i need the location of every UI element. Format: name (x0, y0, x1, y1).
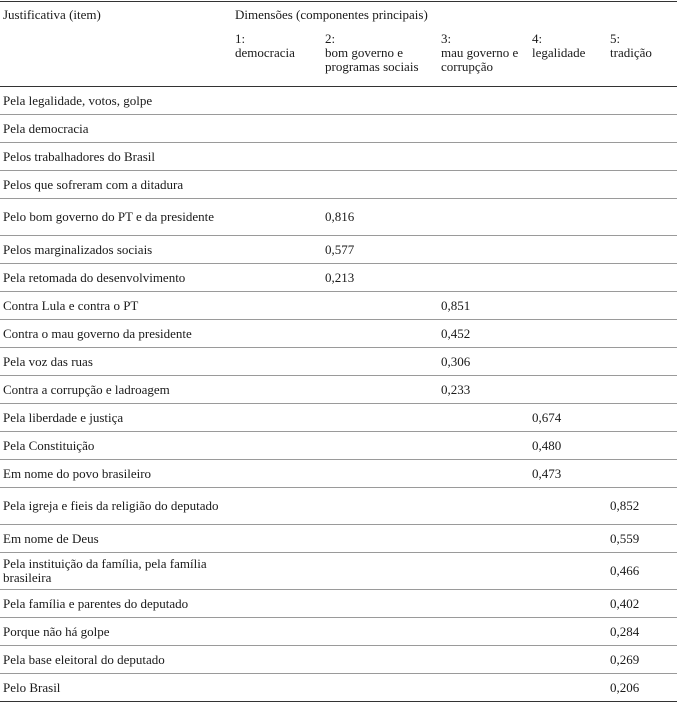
loading-value-col-2: 0,816 (322, 199, 438, 236)
loading-value-col-4 (529, 590, 607, 618)
loading-value-col-3 (438, 674, 529, 702)
loading-value-col-3 (438, 590, 529, 618)
table-row (0, 143, 677, 171)
loading-value-col-5: 0,466 (607, 553, 677, 590)
table-row (0, 171, 677, 199)
loading-value-col-1 (232, 348, 322, 376)
row-item-label: Em nome do povo brasileiro (0, 460, 232, 488)
header-col-3-label: mau governo e corrupção (441, 45, 519, 74)
loading-value-col-1 (232, 488, 322, 525)
header-col-5-num: 5: (610, 31, 621, 46)
loading-value-col-1 (232, 590, 322, 618)
loading-value-col-2 (322, 553, 438, 590)
loading-value-col-2: 0,213 (322, 264, 438, 292)
loading-value-col-5: 0,402 (607, 590, 677, 618)
loading-value-col-2 (322, 488, 438, 525)
loading-value-col-3 (438, 432, 529, 460)
loading-value-col-4 (529, 115, 607, 143)
loading-value-col-1 (232, 460, 322, 488)
loading-value-col-1 (232, 376, 322, 404)
loading-value-col-3 (438, 646, 529, 674)
loading-value-col-5 (607, 348, 677, 376)
row-item-label: Pela voz das ruas (0, 348, 232, 376)
loading-value-col-4 (529, 87, 607, 115)
loading-value-col-1 (232, 525, 322, 553)
row-item-label: Pela democracia (0, 115, 232, 143)
table-row (0, 264, 677, 292)
header-justificativa: Justificativa (item) (0, 2, 232, 31)
loading-value-col-3 (438, 264, 529, 292)
table-row (0, 525, 677, 553)
loading-value-col-1 (232, 264, 322, 292)
header-col-1-label: democracia (235, 45, 295, 60)
row-item-label: Em nome de Deus (0, 525, 232, 553)
row-item-label: Pela retomada do desenvolvimento (0, 264, 232, 292)
loading-value-col-2 (322, 590, 438, 618)
loading-value-col-5 (607, 199, 677, 236)
loading-value-col-5 (607, 292, 677, 320)
table-row (0, 674, 677, 702)
loading-value-col-4 (529, 488, 607, 525)
loading-value-col-2: 0,577 (322, 236, 438, 264)
header-col-4-num: 4: (532, 31, 543, 46)
table-row (0, 115, 677, 143)
table-row (0, 348, 677, 376)
table-row (0, 404, 677, 432)
loading-value-col-5 (607, 376, 677, 404)
table-row (0, 460, 677, 488)
loading-value-col-3 (438, 199, 529, 236)
loading-value-col-4: 0,480 (529, 432, 607, 460)
loading-value-col-3 (438, 525, 529, 553)
table-row (0, 199, 677, 236)
header-col-1 (232, 30, 322, 87)
table-header (0, 2, 677, 87)
loading-value-col-2 (322, 348, 438, 376)
loading-value-col-3: 0,452 (438, 320, 529, 348)
loading-value-col-1 (232, 674, 322, 702)
loading-value-col-4 (529, 553, 607, 590)
row-item-label: Contra Lula e contra o PT (0, 292, 232, 320)
header-col-1-num: 1: (235, 31, 246, 46)
loading-value-col-2 (322, 87, 438, 115)
loading-value-col-3 (438, 460, 529, 488)
loading-value-col-5 (607, 264, 677, 292)
row-item-label: Pelos trabalhadores do Brasil (0, 143, 232, 171)
loading-value-col-5: 0,206 (607, 674, 677, 702)
loading-value-col-3 (438, 143, 529, 171)
header-col-3-num: 3: (441, 31, 452, 46)
table-row (0, 553, 677, 590)
loading-value-col-4 (529, 143, 607, 171)
row-item-label: Pela instituição da família, pela família brasileira (0, 553, 232, 590)
loading-value-col-5 (607, 460, 677, 488)
loading-value-col-4: 0,674 (529, 404, 607, 432)
loading-value-col-3 (438, 115, 529, 143)
loading-value-col-5: 0,852 (607, 488, 677, 525)
table-row (0, 87, 677, 115)
loading-value-col-4 (529, 376, 607, 404)
loading-value-col-3 (438, 236, 529, 264)
loading-value-col-3: 0,233 (438, 376, 529, 404)
loading-value-col-5: 0,559 (607, 525, 677, 553)
row-item-label: Pela igreja e fieis da religião do deputado (0, 488, 232, 525)
header-col-2-num: 2: (325, 31, 336, 46)
table-row (0, 292, 677, 320)
loading-value-col-4 (529, 292, 607, 320)
loading-value-col-5 (607, 171, 677, 199)
loading-value-col-2 (322, 460, 438, 488)
row-item-label: Pela família e parentes do deputado (0, 590, 232, 618)
loading-value-col-1 (232, 143, 322, 171)
loading-value-col-5 (607, 115, 677, 143)
header-dimensoes: Dimensões (componentes principais) (232, 2, 677, 31)
loading-value-col-5 (607, 143, 677, 171)
loading-value-col-1 (232, 87, 322, 115)
header-blank (0, 30, 232, 87)
loading-value-col-4: 0,473 (529, 460, 607, 488)
table-body (0, 87, 677, 702)
row-item-label: Contra o mau governo da presidente (0, 320, 232, 348)
loading-value-col-2 (322, 115, 438, 143)
table-row (0, 376, 677, 404)
loading-value-col-2 (322, 376, 438, 404)
header-col-5 (607, 30, 677, 87)
loading-value-col-2 (322, 525, 438, 553)
loading-value-col-5 (607, 320, 677, 348)
loading-value-col-1 (232, 115, 322, 143)
loading-value-col-1 (232, 320, 322, 348)
loading-value-col-3 (438, 87, 529, 115)
loading-value-col-3 (438, 553, 529, 590)
loading-value-col-1 (232, 553, 322, 590)
loading-value-col-3 (438, 618, 529, 646)
loading-value-col-5: 0,284 (607, 618, 677, 646)
table-row (0, 432, 677, 460)
loading-value-col-4 (529, 618, 607, 646)
row-item-label: Pelo bom governo do PT e da presidente (0, 199, 232, 236)
loading-value-col-3 (438, 404, 529, 432)
loading-value-col-3 (438, 488, 529, 525)
row-item-label: Pela liberdade e justiça (0, 404, 232, 432)
row-item-label: Porque não há golpe (0, 618, 232, 646)
loading-value-col-5 (607, 404, 677, 432)
loading-value-col-4 (529, 525, 607, 553)
loading-value-col-3 (438, 171, 529, 199)
header-col-5-label: tradição (610, 45, 652, 60)
table-row (0, 618, 677, 646)
loading-value-col-1 (232, 236, 322, 264)
loading-value-col-1 (232, 171, 322, 199)
loading-value-col-5 (607, 432, 677, 460)
table-row (0, 236, 677, 264)
loading-value-col-4 (529, 646, 607, 674)
loading-value-col-5 (607, 236, 677, 264)
table-row (0, 488, 677, 525)
row-item-label: Pela legalidade, votos, golpe (0, 87, 232, 115)
loading-value-col-1 (232, 404, 322, 432)
loading-value-col-1 (232, 646, 322, 674)
loading-value-col-2 (322, 618, 438, 646)
loading-value-col-2 (322, 292, 438, 320)
loading-value-col-2 (322, 320, 438, 348)
header-col-2 (322, 30, 438, 87)
row-item-label: Pelos que sofreram com a ditadura (0, 171, 232, 199)
loading-value-col-1 (232, 292, 322, 320)
factor-loadings-table (0, 1, 677, 702)
loading-value-col-2 (322, 646, 438, 674)
loading-value-col-3: 0,851 (438, 292, 529, 320)
loading-value-col-4 (529, 236, 607, 264)
loading-value-col-5: 0,269 (607, 646, 677, 674)
loading-value-col-3: 0,306 (438, 348, 529, 376)
loading-value-col-4 (529, 264, 607, 292)
loading-value-col-1 (232, 432, 322, 460)
loading-value-col-4 (529, 320, 607, 348)
loading-value-col-1 (232, 199, 322, 236)
loading-value-col-4 (529, 348, 607, 376)
row-item-label: Pelo Brasil (0, 674, 232, 702)
row-item-label: Contra a corrupção e ladroagem (0, 376, 232, 404)
loading-value-col-4 (529, 199, 607, 236)
table-row (0, 320, 677, 348)
header-col-3 (438, 30, 529, 87)
table-row (0, 646, 677, 674)
loading-value-col-2 (322, 674, 438, 702)
loading-value-col-4 (529, 674, 607, 702)
loading-value-col-2 (322, 143, 438, 171)
row-item-label: Pela base eleitoral do deputado (0, 646, 232, 674)
header-col-4-label: legalidade (532, 45, 586, 60)
table-row (0, 590, 677, 618)
loading-value-col-4 (529, 171, 607, 199)
loading-value-col-2 (322, 171, 438, 199)
header-col-2-label: bom governo e programas sociais (325, 45, 419, 74)
row-item-label: Pela Constituição (0, 432, 232, 460)
row-item-label: Pelos marginalizados sociais (0, 236, 232, 264)
header-col-4 (529, 30, 607, 87)
loading-value-col-2 (322, 432, 438, 460)
loading-value-col-1 (232, 618, 322, 646)
loading-value-col-5 (607, 87, 677, 115)
loading-value-col-2 (322, 404, 438, 432)
